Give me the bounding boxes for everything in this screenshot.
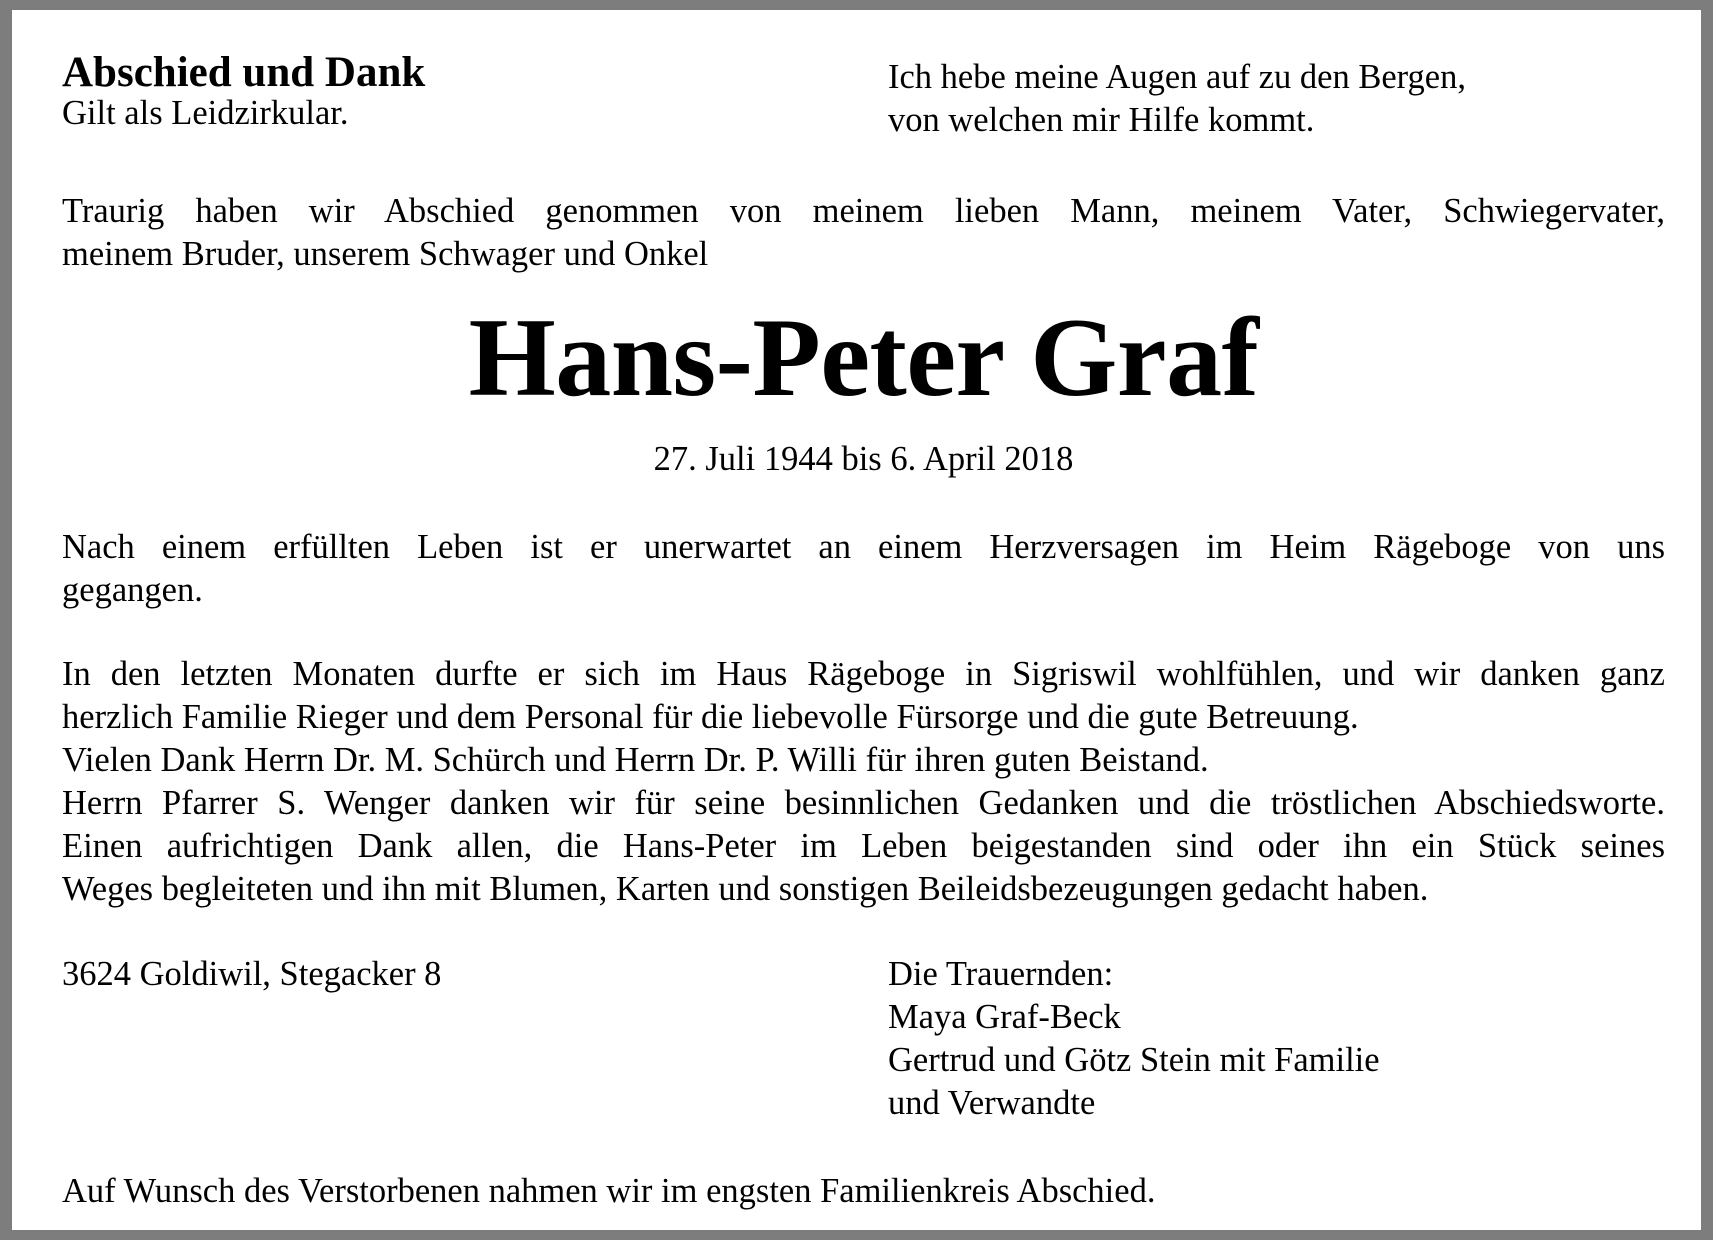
mourner-name: Maya Graf-Beck (888, 998, 1121, 1036)
mourners-block (888, 953, 1648, 1125)
thanks-line: Weges begleiteten und ihn mit Blumen, Karten und sonstigen Beileidsbezeugungen gedacht haben. (62, 870, 1429, 908)
intro-line: Traurig haben wir Abschied genommen von meinem lieben Mann, meinem Vater, Schwiegervater, (62, 192, 1665, 230)
thanks-line: Einen aufrichtigen Dank allen, die Hans-Peter im Leben beigestanden sind oder ihn ein Stück seines (62, 827, 1665, 865)
passing-line: gegangen. (62, 571, 203, 609)
mourner-name: Gertrud und Götz Stein mit Familie (888, 1041, 1380, 1079)
intro-paragraph (62, 190, 1665, 276)
thanks-line: Vielen Dank Herrn Dr. M. Schürch und Herrn Dr. P. Willi für ihren guten Beistand. (62, 741, 1209, 779)
address-block (62, 953, 882, 996)
thanks-line: In den letzten Monaten durfte er sich im Haus Rägeboge in Sigriswil wohlfühlen, und wir danken ganz (62, 655, 1665, 693)
mourner-name: und Verwandte (888, 1084, 1096, 1122)
verse-line: Ich hebe meine Augen auf zu den Bergen, (888, 58, 1466, 96)
notice-title: Abschied und Dank (62, 49, 426, 96)
notice-subtitle: Gilt als Leidzirkular. (62, 94, 349, 132)
passing-paragraph (62, 526, 1665, 612)
thanks-line: herzlich Familie Rieger und dem Personal für die liebevolle Fürsorge und die gute Betreuung. (62, 698, 1359, 736)
closing-note: Auf Wunsch des Verstorbenen nahmen wir im engsten Familienkreis Abschied. (62, 1172, 1156, 1210)
deceased-name: Hans-Peter Graf (468, 296, 1259, 420)
mourners-heading: Die Trauernden: (888, 955, 1114, 993)
passing-line: Nach einem erfüllten Leben ist er unerwartet an einem Herzversagen im Heim Rägeboge von uns (62, 528, 1665, 566)
bible-verse (888, 56, 1648, 142)
thanks-paragraph (62, 653, 1665, 911)
life-dates: 27. Juli 1944 bis 6. April 2018 (653, 440, 1074, 478)
intro-line: meinem Bruder, unserem Schwager und Onkel (62, 235, 709, 273)
thanks-line: Herrn Pfarrer S. Wenger danken wir für seine besinnlichen Gedanken und die tröstlichen Abschiedsworte. (62, 784, 1665, 822)
header-block (62, 48, 882, 135)
family-address: 3624 Goldiwil, Stegacker 8 (62, 955, 442, 993)
closing-block (62, 1170, 1562, 1213)
verse-line: von welchen mir Hilfe kommt. (888, 101, 1315, 139)
